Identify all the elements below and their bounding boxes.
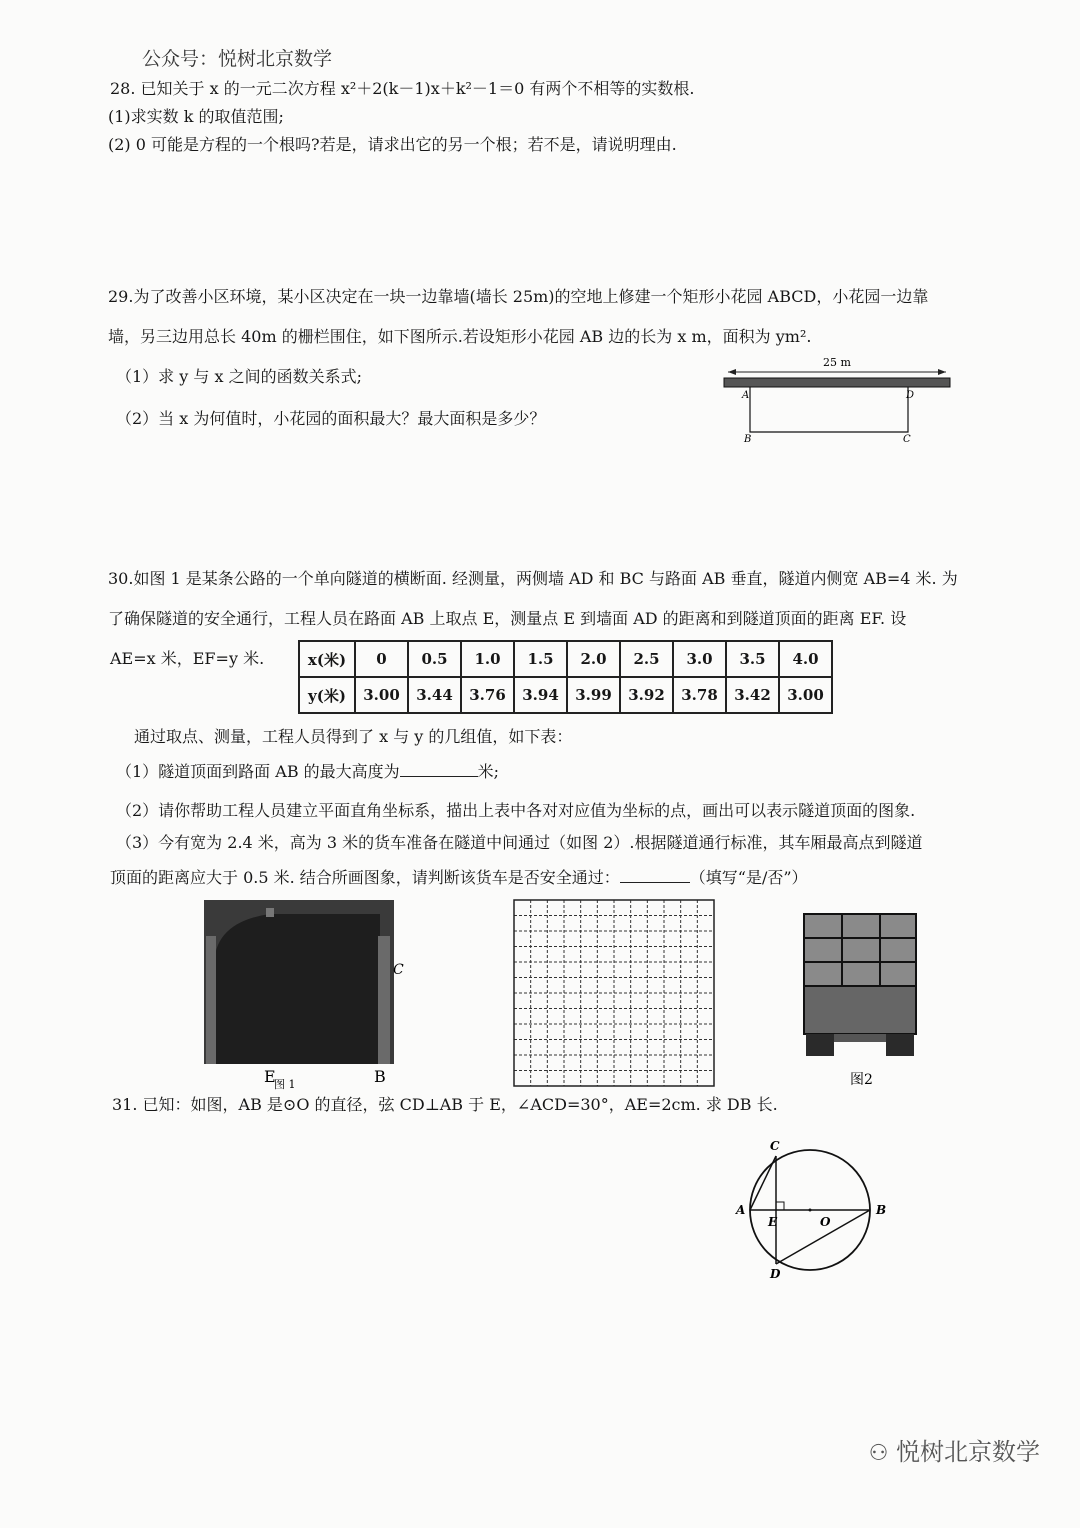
truck-cargo [804,914,916,986]
q30-x-cell: 0 [355,641,408,677]
q29-part2: （2）当 x 为何值时，小花园的面积最大？最大面积是多少？ [116,409,546,428]
q30-stem-1: 30.如图 1 是某条公路的一个单向隧道的横断面. 经测量，两侧墙 AD 和 BC 与路面 AB 垂直，隧道内侧宽 AB=4 米. 为 [108,569,958,588]
q31-center-dot [809,1209,812,1212]
q30-data-table [298,640,833,714]
q29-wall [724,378,950,387]
q30-y-cell: 3.42 [726,677,779,713]
fig1-label-c: C [393,962,404,978]
q30-y-cell: 3.92 [620,677,673,713]
q29-stem-1: 29.为了改善小区环境，某小区决定在一块一边靠墙(墙长 25m)的空地上修建一个矩形小花园 ABCD，小花园一边靠 [108,287,929,306]
fig1-caption: 图 1 [274,1078,296,1091]
truck-body [804,986,916,1034]
q30-part1-unit: 米; [477,762,500,781]
q28-part1: (1)求实数 k 的取值范围; [108,107,284,126]
q30-y-row [299,677,832,713]
q30-y-header: y(米) [299,677,355,713]
q30-x-row [299,641,832,677]
q30-y-cell: 3.76 [461,677,514,713]
truck-wheel-left [806,1034,834,1056]
q31-label-c: C [770,1139,780,1153]
q31-label-o: O [820,1215,831,1229]
q31-label-d: D [770,1267,781,1281]
q30-answer-blank-3[interactable] [620,866,690,883]
q30-y-cell: 3.00 [355,677,408,713]
q30-part1 [116,760,499,783]
q31-segment-ac [750,1156,776,1210]
q30-answer-blank-1[interactable] [400,760,478,777]
q30-x-cell: 3.5 [726,641,779,677]
q31-label-a: A [736,1203,746,1217]
q30-x-cell: 3.0 [673,641,726,677]
q30-part3-line1: （3）今有宽为 2.4 米，高为 3 米的货车准备在隧道中间通过（如图 2）.根据隧道通行标准，其车厢最高点到隧道 [116,833,923,852]
q30-part3-line2 [110,866,808,889]
q30-stem-3: AE=x 米，EF=y 米. [110,649,265,668]
q30-part3-text: 顶面的距离应大于 0.5 米. 结合所画图象，请判断该货车是否安全通过： [110,868,620,887]
q30-figure1-tunnel [200,896,410,1096]
q28-part2: (2) 0 可能是方程的一个根吗?若是，请求出它的另一个根；若不是，请说明理由. [108,135,677,154]
q29-label-d: D [906,390,915,401]
q30-x-cell: 0.5 [408,641,461,677]
header-source: 公众号：悦树北京数学 [142,48,333,70]
q30-y-cell: 3.44 [408,677,461,713]
tunnel-light-icon [266,908,274,917]
q30-y-cell: 3.99 [567,677,620,713]
q30-x-cell: 2.0 [567,641,620,677]
tunnel-interior [214,914,380,1064]
watermark-text: 悦树北京数学 [896,1438,1040,1466]
q29-label-c: C [903,434,911,445]
q29-rectangle [750,387,908,432]
q29-part1: （1）求 y 与 x 之间的函数关系式; [116,367,362,386]
q30-part1-text: （1）隧道顶面到路面 AB 的最大高度为 [116,762,400,781]
q30-y-cell: 3.94 [514,677,567,713]
q29-label-a: A [742,390,750,401]
q30-stem-2: 了确保隧道的安全通行，工程人员在路面 AB 上取点 E，测量点 E 到墙面 AD 的距离和到隧道顶面的距离 EF. 设 [108,609,907,628]
tunnel-wall-left [206,936,216,1064]
fig1-label-e: E [264,1067,276,1086]
truck-wheel-right [886,1034,914,1056]
q28-stem: 28. 已知关于 x 的一元二次方程 x²＋2(k－1)x＋k²－1＝0 有两个不相等的实数根. [110,79,695,98]
tunnel-wall-right [378,936,390,1064]
q30-coordinate-grid [512,898,718,1090]
q29-wall-label: 25 m [823,356,851,369]
q31-label-b: B [876,1203,887,1217]
q29-dim-arrow-right [938,369,946,375]
q31-circle-figure [728,1132,898,1282]
q30-x-cell: 1.0 [461,641,514,677]
fig2-caption: 图2 [850,1072,873,1088]
q29-dim-arrow-left [728,369,736,375]
q30-y-cell: 3.00 [779,677,832,713]
q30-x-cell: 4.0 [779,641,832,677]
q29-garden-figure [720,352,954,448]
q31-stem: 31. 已知：如图，AB 是⊙O 的直径，弦 CD⊥AB 于 E，∠ACD=30°，AE=2cm. 求 DB 长. [112,1095,778,1114]
fig1-label-b: B [374,1067,386,1086]
q30-x-cell: 2.5 [620,641,673,677]
q31-right-angle [776,1202,784,1210]
q29-label-b: B [744,434,752,445]
wechat-icon: ⚇ [868,1441,889,1466]
q30-x-header: x(米) [299,641,355,677]
q30-part3-hint: （填写“是/否”） [689,868,808,887]
truck-axle [834,1034,886,1042]
q30-y-cell: 3.78 [673,677,726,713]
q30-x-cell: 1.5 [514,641,567,677]
footer-watermark [869,1432,1040,1467]
q31-label-e: E [768,1215,778,1229]
q30-part2: （2）请你帮助工程人员建立平面直角坐标系，描出上表中各对对应值为坐标的点，画出可以表示隧道顶面的图象. [116,801,916,820]
q30-intro: 通过取点、测量，工程人员得到了 x 与 y 的几组值，如下表： [134,727,573,746]
q30-figure2-truck [800,910,924,1088]
q29-stem-2: 墙，另三边用总长 40m 的栅栏围住，如下图所示.若设矩形小花园 AB 边的长为 x m，面积为 ym². [108,327,812,346]
